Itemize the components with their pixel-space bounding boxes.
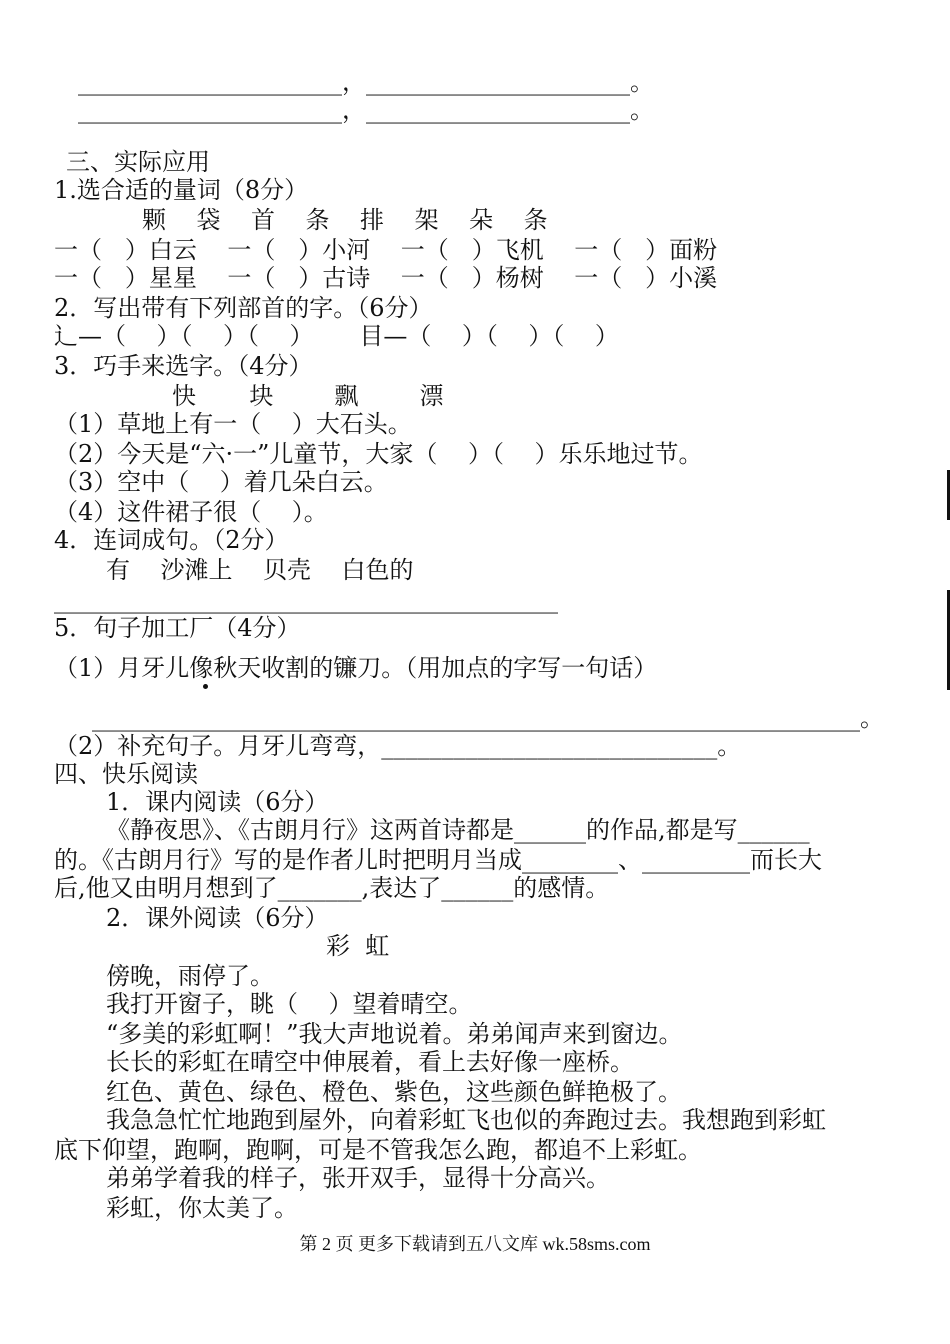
q3-item-3: （3）空中（ ）着几朵白云。 — [54, 468, 388, 496]
q5-item-1: （1）月牙儿像秋天收割的镰刀。（用加点的字写一句话） — [54, 654, 658, 682]
q1-row-2: 一（ ）星星 一（ ）古诗 一（ ）杨树 一（ ）小溪 — [54, 264, 718, 292]
q3-title: 3．巧手来选字。（4分） — [54, 352, 313, 380]
story-p6a: 我急急忙忙地跑到屋外，向着彩虹飞也似的奔跑过去。我想跑到彩虹 — [106, 1106, 826, 1134]
q5-item-2: （2）补充句子。月牙儿弯弯，____________________________。 — [54, 732, 742, 760]
section-4-title: 四、快乐阅读 — [54, 760, 198, 788]
q3-item-2: （2）今天是“六·一”儿童节，大家（ ）（ ）乐乐地过节。 — [54, 440, 703, 468]
q5-answer-line: ________________________________________________________________。 — [92, 704, 884, 732]
q2-row: 辶—（ ）（ ）（ ） 目—（ ）（ ）（ ） — [54, 322, 619, 350]
story-p2: 我打开窗子，眺（ ）望着晴空。 — [106, 990, 473, 1018]
r1-title: 1．课内阅读（6分） — [106, 788, 329, 816]
q1-row-1: 一（ ）白云 一（ ）小河 一（ ）飞机 一（ ）面粉 — [54, 236, 718, 264]
q4-words: 有 沙滩上 贝壳 白色的 — [106, 556, 414, 584]
q3-words: 快 块 飘 漂 — [172, 382, 444, 410]
story-p5: 红色、黄色、绿色、橙色、紫色，这些颜色鲜艳极了。 — [106, 1078, 682, 1106]
q1-title: 1.选合适的量词（8分） — [54, 176, 309, 204]
blank-line-2: ______________________，______________________。 — [78, 96, 654, 124]
r1-line-1: 《静夜思》、《古朗月行》这两首诗都是______的作品,都是写______ — [106, 816, 810, 844]
story-p1: 傍晚，雨停了。 — [106, 962, 274, 990]
emphasis-dot — [203, 684, 208, 689]
q3-item-4: （4）这件裙子很（ ）。 — [54, 498, 328, 526]
story-p6b: 底下仰望，跑啊，跑啊，可是不管我怎么跑，都追不上彩虹。 — [54, 1136, 702, 1164]
story-p8: 彩虹，你太美了。 — [106, 1194, 298, 1222]
page-footer: 第 2 页 更多下载请到五八文库 wk.58sms.com — [299, 1234, 651, 1254]
q2-title: 2．写出带有下列部首的字。（6分） — [54, 294, 433, 322]
story-p7: 弟弟学着我的样子，张开双手，显得十分高兴。 — [106, 1164, 610, 1192]
r1-line-2: 的。《古朗月行》写的是作者儿时把明月当成________、_________而长大 — [54, 846, 822, 874]
story-title: 彩 虹 — [326, 932, 390, 960]
q4-title: 4．连词成句。（2分） — [54, 526, 289, 554]
story-p4: 长长的彩虹在晴空中伸展着，看上去好像一座桥。 — [106, 1048, 634, 1076]
q4-answer-line: __________________________________________ — [54, 586, 558, 614]
r1-line-3: 后,他又由明月想到了_______,表达了______的感情。 — [54, 874, 610, 902]
section-3-title: 三、实际应用 — [66, 148, 210, 176]
blank-line-1: ______________________，______________________。 — [78, 68, 654, 96]
r2-title: 2．课外阅读（6分） — [106, 904, 329, 932]
q5-title: 5．句子加工厂（4分） — [54, 614, 301, 642]
story-p3: “多美的彩虹啊！”我大声地说着。弟弟闻声来到窗边。 — [106, 1020, 683, 1048]
q3-item-1: （1）草地上有一（ ）大石头。 — [54, 410, 412, 438]
q1-words: 颗 袋 首 条 排 架 朵 条 — [142, 206, 548, 234]
